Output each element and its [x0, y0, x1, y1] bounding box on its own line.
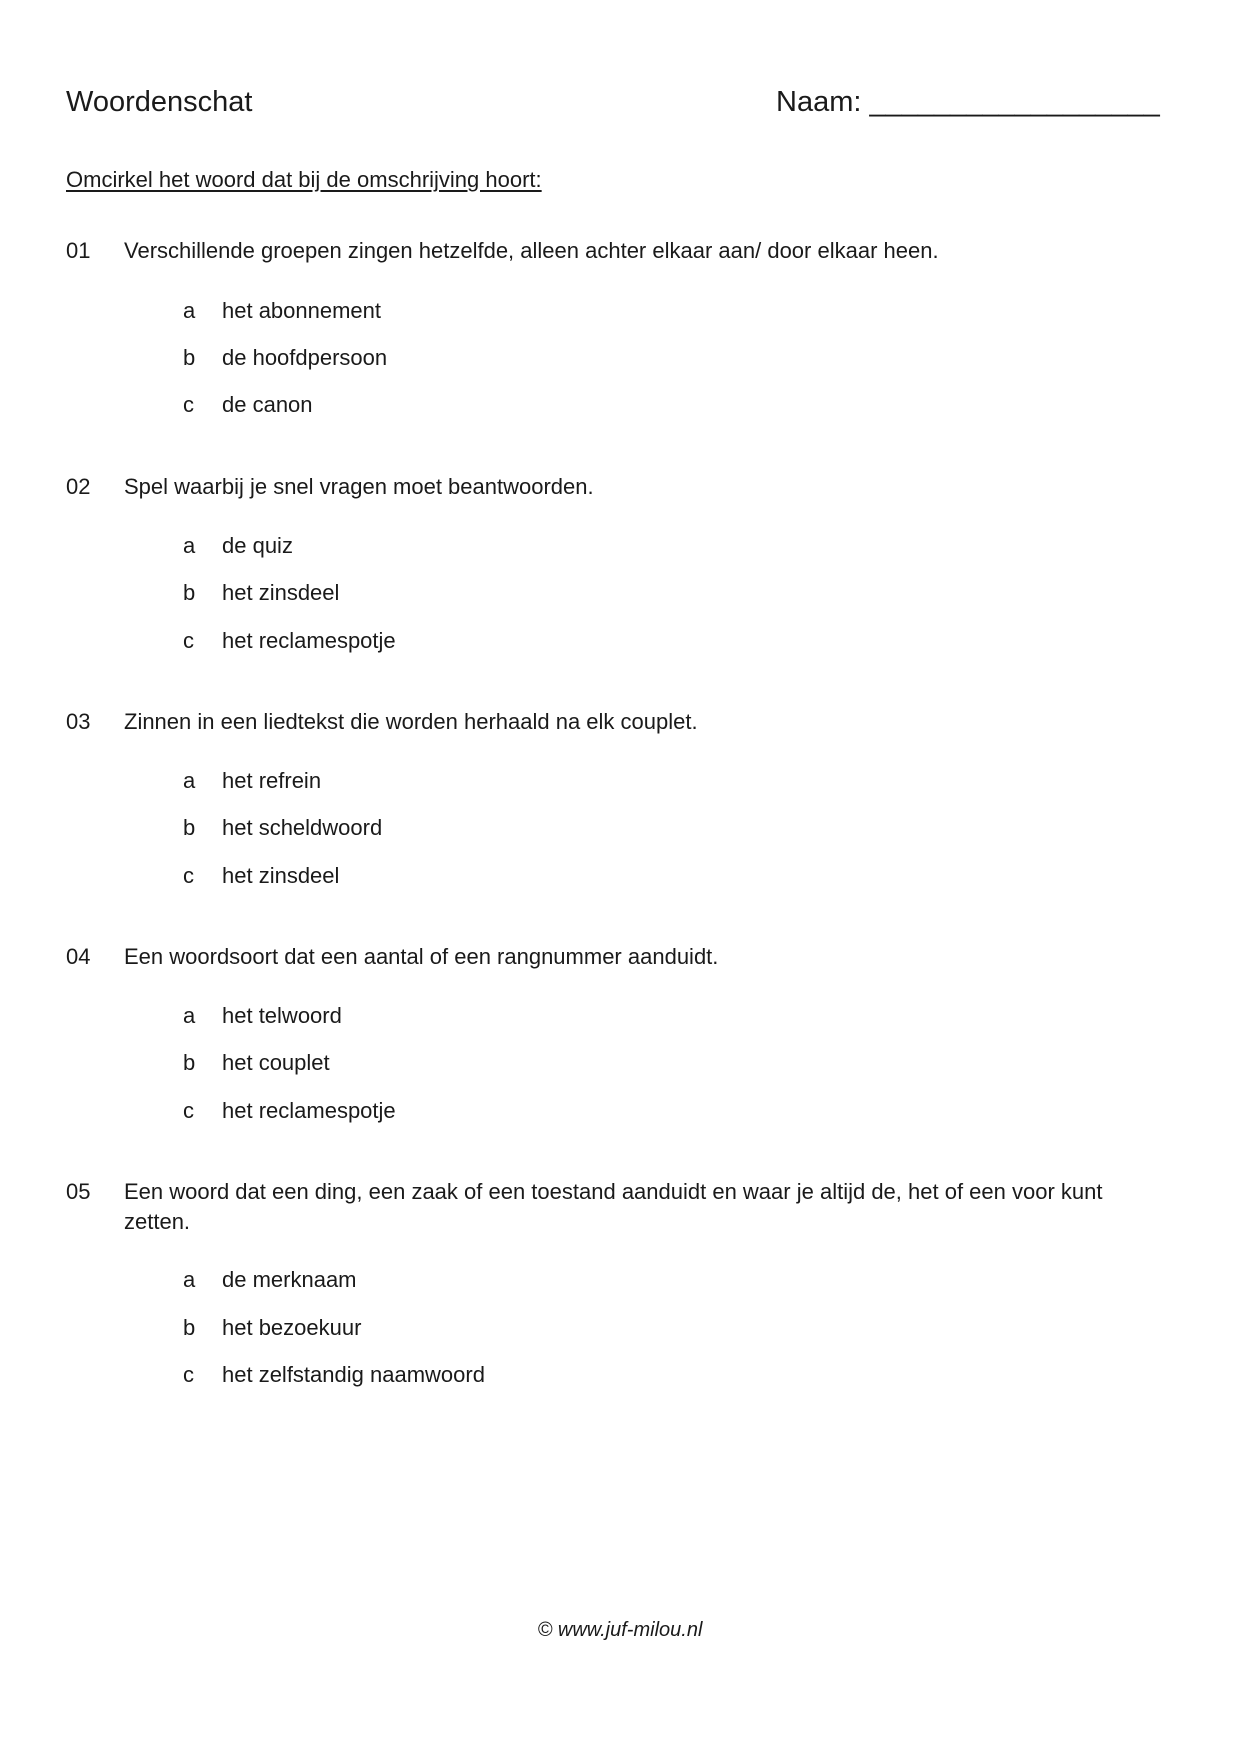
option-letter: c — [183, 1362, 194, 1387]
instruction-text: Omcirkel het woord dat bij de omschrijving hoort: — [66, 167, 542, 192]
option-letter: b — [183, 815, 196, 840]
question-text: Verschillende groepen zingen hetzelfde, alleen achter elkaar aan/ door elkaar heen. — [124, 238, 939, 263]
name-field: Naam: __________________ — [776, 86, 1160, 118]
option-text[interactable]: de hoofdpersoon — [222, 345, 388, 370]
option-text[interactable]: het bezoekuur — [222, 1315, 362, 1340]
question-text: Een woord dat een ding, een zaak of een toestand aanduidt en waar je altijd de, het of een voor kunt zetten. — [124, 1179, 1103, 1234]
option-05-b[interactable] — [0, 1313, 1240, 1345]
option-02-c[interactable] — [0, 626, 1240, 658]
option-text[interactable]: het couplet — [222, 1050, 330, 1075]
option-letter: a — [183, 768, 196, 793]
question-number: 03 — [66, 709, 91, 734]
option-letter: b — [183, 580, 196, 605]
question-number: 02 — [66, 474, 91, 499]
option-05-a[interactable] — [0, 1265, 1240, 1297]
option-text[interactable]: het zelfstandig naamwoord — [222, 1362, 485, 1387]
option-letter: a — [183, 1003, 196, 1028]
option-letter: c — [183, 392, 194, 417]
option-text[interactable]: het zinsdeel — [222, 580, 340, 605]
option-text[interactable]: het abonnement — [222, 298, 382, 323]
option-text[interactable]: de merknaam — [222, 1267, 357, 1292]
copyright-footer: © www.juf-milou.nl — [537, 1619, 703, 1641]
question-number: 01 — [66, 238, 91, 263]
option-04-a[interactable] — [0, 1001, 1240, 1033]
option-01-a[interactable] — [0, 296, 1240, 328]
option-text[interactable]: het refrein — [222, 768, 322, 793]
question-number: 04 — [66, 944, 91, 969]
question-number: 05 — [66, 1179, 91, 1204]
option-02-a[interactable] — [0, 531, 1240, 563]
option-text[interactable]: het reclamespotje — [222, 628, 396, 653]
option-letter: b — [183, 345, 196, 370]
option-text[interactable]: de quiz — [222, 533, 293, 558]
option-05-c[interactable] — [0, 1360, 1240, 1392]
question-text: Zinnen in een liedtekst die worden herhaald na elk couplet. — [124, 709, 698, 734]
option-03-c[interactable] — [0, 861, 1240, 893]
option-03-b[interactable] — [0, 813, 1240, 845]
option-text[interactable]: het reclamespotje — [222, 1098, 396, 1123]
option-letter: c — [183, 628, 194, 653]
option-letter: c — [183, 1098, 194, 1123]
option-01-c[interactable] — [0, 390, 1240, 422]
option-04-c[interactable] — [0, 1096, 1240, 1128]
option-text[interactable]: het scheldwoord — [222, 815, 383, 840]
option-letter: a — [183, 533, 196, 558]
question-text: Spel waarbij je snel vragen moet beantwoorden. — [124, 474, 594, 499]
option-text[interactable]: het telwoord — [222, 1003, 342, 1028]
option-letter: c — [183, 863, 194, 888]
option-letter: b — [183, 1315, 196, 1340]
option-text[interactable]: het zinsdeel — [222, 863, 340, 888]
option-01-b[interactable] — [0, 343, 1240, 375]
option-letter: a — [183, 1267, 196, 1292]
option-04-b[interactable] — [0, 1048, 1240, 1080]
option-letter: a — [183, 298, 196, 323]
page-title: Woordenschat — [66, 86, 253, 118]
option-02-b[interactable] — [0, 578, 1240, 610]
option-text[interactable]: de canon — [222, 392, 313, 417]
option-letter: b — [183, 1050, 196, 1075]
question-text: Een woordsoort dat een aantal of een rangnummer aanduidt. — [124, 944, 719, 969]
option-03-a[interactable] — [0, 766, 1240, 798]
